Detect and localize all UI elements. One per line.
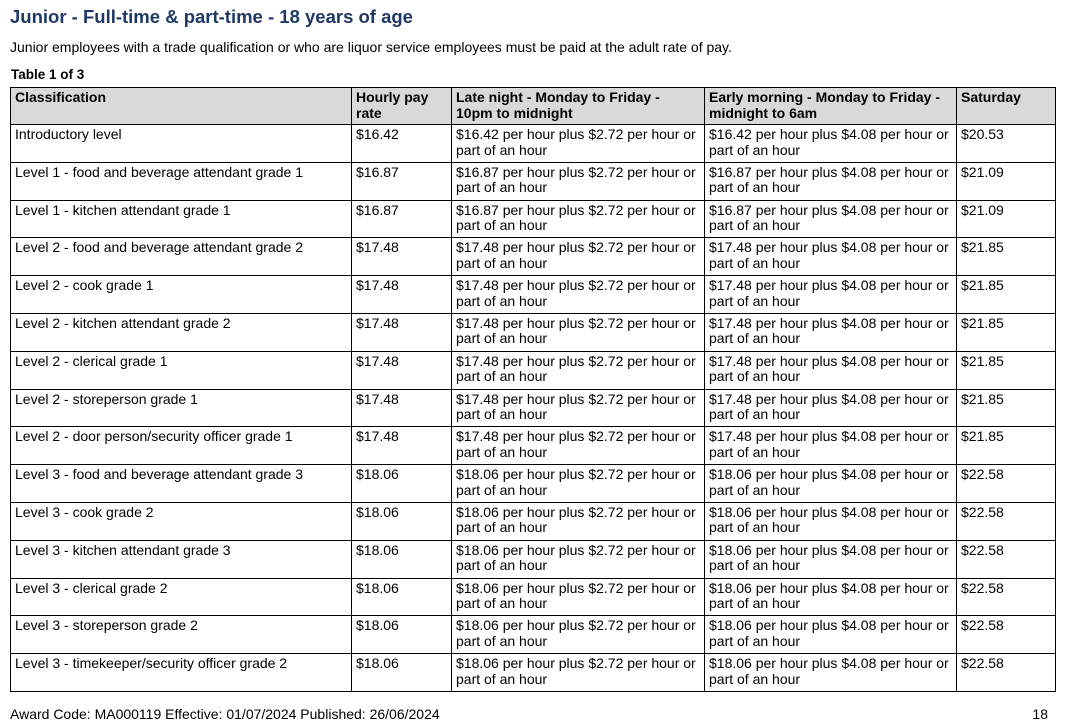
- early-morning-rate-cell: $18.06 per hour plus $4.08 per hour or part of an hour: [705, 578, 957, 616]
- late-night-rate-cell: $17.48 per hour plus $2.72 per hour or part of an hour: [452, 389, 705, 427]
- page-title: Junior - Full-time & part-time - 18 years of age: [10, 6, 413, 27]
- late-night-rate-cell: $17.48 per hour plus $2.72 per hour or part of an hour: [452, 276, 705, 314]
- classification-cell: Level 2 - cook grade 1: [11, 276, 352, 314]
- late-night-rate-cell: $17.48 per hour plus $2.72 per hour or part of an hour: [452, 313, 705, 351]
- saturday-rate-cell: $22.58: [957, 578, 1056, 616]
- saturday-rate-cell: $21.85: [957, 351, 1056, 389]
- saturday-rate-cell: $21.85: [957, 238, 1056, 276]
- classification-cell: Level 3 - kitchen attendant grade 3: [11, 540, 352, 578]
- table-row: [11, 238, 1056, 276]
- early-morning-rate-cell: $18.06 per hour plus $4.08 per hour or part of an hour: [705, 616, 957, 654]
- header-row: [11, 88, 1056, 125]
- early-morning-rate-cell: $18.06 per hour plus $4.08 per hour or part of an hour: [705, 654, 957, 692]
- header-classification: Classification: [11, 88, 352, 125]
- table-row: [11, 654, 1056, 692]
- late-night-rate-cell: $18.06 per hour plus $2.72 per hour or part of an hour: [452, 465, 705, 503]
- table-body: [11, 125, 1056, 692]
- saturday-rate-cell: $22.58: [957, 654, 1056, 692]
- early-morning-rate-cell: $18.06 per hour plus $4.08 per hour or part of an hour: [705, 540, 957, 578]
- saturday-rate-cell: $22.58: [957, 465, 1056, 503]
- classification-cell: Level 3 - food and beverage attendant grade 3: [11, 465, 352, 503]
- late-night-rate-cell: $17.48 per hour plus $2.72 per hour or part of an hour: [452, 238, 705, 276]
- classification-cell: Level 2 - storeperson grade 1: [11, 389, 352, 427]
- early-morning-rate-cell: $17.48 per hour plus $4.08 per hour or part of an hour: [705, 276, 957, 314]
- hourly-rate-cell: $16.42: [352, 125, 452, 163]
- table-row: [11, 200, 1056, 238]
- classification-cell: Level 3 - cook grade 2: [11, 502, 352, 540]
- hourly-rate-cell: $18.06: [352, 502, 452, 540]
- saturday-rate-cell: $22.58: [957, 616, 1056, 654]
- hourly-rate-cell: $18.06: [352, 616, 452, 654]
- early-morning-rate-cell: $18.06 per hour plus $4.08 per hour or part of an hour: [705, 502, 957, 540]
- header-saturday: Saturday: [957, 88, 1056, 125]
- early-morning-rate-cell: $16.42 per hour plus $4.08 per hour or part of an hour: [705, 125, 957, 163]
- late-night-rate-cell: $17.48 per hour plus $2.72 per hour or part of an hour: [452, 427, 705, 465]
- early-morning-rate-cell: $17.48 per hour plus $4.08 per hour or part of an hour: [705, 313, 957, 351]
- hourly-rate-cell: $16.87: [352, 200, 452, 238]
- table-row: [11, 502, 1056, 540]
- table-row: [11, 125, 1056, 163]
- intro-paragraph: Junior employees with a trade qualification or who are liquor service employees must be paid at the adult rate of pay.: [10, 39, 732, 55]
- late-night-rate-cell: $16.87 per hour plus $2.72 per hour or part of an hour: [452, 200, 705, 238]
- early-morning-rate-cell: $17.48 per hour plus $4.08 per hour or part of an hour: [705, 389, 957, 427]
- saturday-rate-cell: $21.85: [957, 389, 1056, 427]
- table-row: [11, 389, 1056, 427]
- page-number: 18: [1032, 706, 1048, 722]
- late-night-rate-cell: $18.06 per hour plus $2.72 per hour or part of an hour: [452, 654, 705, 692]
- classification-cell: Level 1 - food and beverage attendant grade 1: [11, 162, 352, 200]
- classification-cell: Level 3 - storeperson grade 2: [11, 616, 352, 654]
- hourly-rate-cell: $18.06: [352, 654, 452, 692]
- saturday-rate-cell: $21.09: [957, 200, 1056, 238]
- classification-cell: Level 2 - food and beverage attendant grade 2: [11, 238, 352, 276]
- award-meta: Award Code: MA000119 Effective: 01/07/2024 Published: 26/06/2024: [10, 706, 440, 722]
- table-row: [11, 351, 1056, 389]
- table-row: [11, 578, 1056, 616]
- hourly-rate-cell: $17.48: [352, 313, 452, 351]
- table-row: [11, 465, 1056, 503]
- late-night-rate-cell: $18.06 per hour plus $2.72 per hour or part of an hour: [452, 540, 705, 578]
- early-morning-rate-cell: $17.48 per hour plus $4.08 per hour or part of an hour: [705, 351, 957, 389]
- hourly-rate-cell: $17.48: [352, 351, 452, 389]
- early-morning-rate-cell: $16.87 per hour plus $4.08 per hour or part of an hour: [705, 200, 957, 238]
- late-night-rate-cell: $18.06 per hour plus $2.72 per hour or part of an hour: [452, 616, 705, 654]
- classification-cell: Level 1 - kitchen attendant grade 1: [11, 200, 352, 238]
- saturday-rate-cell: $22.58: [957, 540, 1056, 578]
- hourly-rate-cell: $16.87: [352, 162, 452, 200]
- early-morning-rate-cell: $18.06 per hour plus $4.08 per hour or part of an hour: [705, 465, 957, 503]
- saturday-rate-cell: $21.85: [957, 313, 1056, 351]
- table-row: [11, 427, 1056, 465]
- table-caption: Table 1 of 3: [11, 67, 85, 82]
- table-row: [11, 162, 1056, 200]
- late-night-rate-cell: $18.06 per hour plus $2.72 per hour or part of an hour: [452, 578, 705, 616]
- early-morning-rate-cell: $17.48 per hour plus $4.08 per hour or part of an hour: [705, 427, 957, 465]
- late-night-rate-cell: $17.48 per hour plus $2.72 per hour or part of an hour: [452, 351, 705, 389]
- hourly-rate-cell: $17.48: [352, 389, 452, 427]
- saturday-rate-cell: $21.85: [957, 427, 1056, 465]
- hourly-rate-cell: $17.48: [352, 276, 452, 314]
- hourly-rate-cell: $17.48: [352, 427, 452, 465]
- late-night-rate-cell: $16.87 per hour plus $2.72 per hour or part of an hour: [452, 162, 705, 200]
- classification-cell: Introductory level: [11, 125, 352, 163]
- saturday-rate-cell: $20.53: [957, 125, 1056, 163]
- table-header: [11, 88, 1056, 125]
- header-hourly-pay-rate: Hourly pay rate: [352, 88, 452, 125]
- early-morning-rate-cell: $16.87 per hour plus $4.08 per hour or part of an hour: [705, 162, 957, 200]
- saturday-rate-cell: $21.09: [957, 162, 1056, 200]
- hourly-rate-cell: $17.48: [352, 238, 452, 276]
- table-row: [11, 540, 1056, 578]
- table-row: [11, 276, 1056, 314]
- classification-cell: Level 3 - timekeeper/security officer grade 2: [11, 654, 352, 692]
- classification-cell: Level 2 - door person/security officer grade 1: [11, 427, 352, 465]
- pay-rates-table: [10, 87, 1056, 692]
- hourly-rate-cell: $18.06: [352, 465, 452, 503]
- late-night-rate-cell: $16.42 per hour plus $2.72 per hour or part of an hour: [452, 125, 705, 163]
- classification-cell: Level 3 - clerical grade 2: [11, 578, 352, 616]
- header-late-night: Late night - Monday to Friday - 10pm to midnight: [452, 88, 705, 125]
- hourly-rate-cell: $18.06: [352, 540, 452, 578]
- classification-cell: Level 2 - clerical grade 1: [11, 351, 352, 389]
- header-early-morning: Early morning - Monday to Friday - midnight to 6am: [705, 88, 957, 125]
- late-night-rate-cell: $18.06 per hour plus $2.72 per hour or part of an hour: [452, 502, 705, 540]
- page-footer: [10, 706, 1048, 722]
- saturday-rate-cell: $22.58: [957, 502, 1056, 540]
- hourly-rate-cell: $18.06: [352, 578, 452, 616]
- table-row: [11, 616, 1056, 654]
- saturday-rate-cell: $21.85: [957, 276, 1056, 314]
- table-row: [11, 313, 1056, 351]
- early-morning-rate-cell: $17.48 per hour plus $4.08 per hour or part of an hour: [705, 238, 957, 276]
- classification-cell: Level 2 - kitchen attendant grade 2: [11, 313, 352, 351]
